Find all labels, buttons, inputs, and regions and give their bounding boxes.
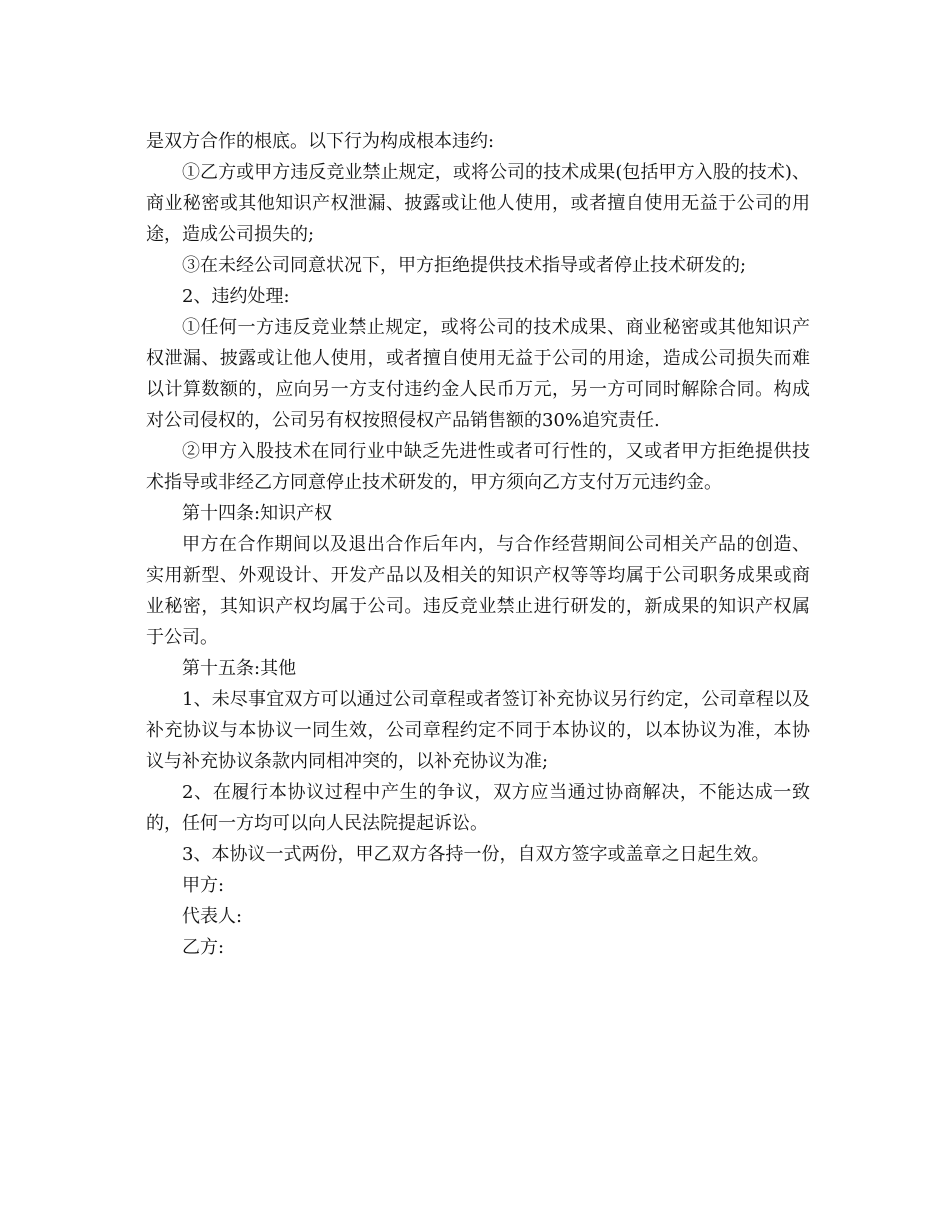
paragraph-handling-item-2: ②甲方入股技术在同行业中缺乏先进性或者可行性的，又或者甲方拒绝提供技术指导或非经乙方同意停止技术研发的，甲方须向乙方支付万元违约金。 xyxy=(146,441,810,493)
paragraph-breach-handling-heading: 2、违约处理: xyxy=(182,286,290,307)
article-15-heading: 第十五条:其他 xyxy=(182,658,297,679)
paragraph-other-item-3: 3、本协议一式两份，甲乙双方各持一份，自双方签字或盖章之日起生效。 xyxy=(182,844,770,865)
document-body xyxy=(146,126,810,963)
signature-party-b: 乙方: xyxy=(182,937,225,958)
paragraph-breach-item-1: ①乙方或甲方违反竞业禁止规定，或将公司的技术成果(包括甲方入股的技术)、商业秘密或其他知识产权泄漏、披露或让他人使用，或者擅自使用无益于公司的用途，造成公司损失的; xyxy=(146,162,810,245)
signature-party-a: 甲方: xyxy=(182,875,225,896)
signature-representative: 代表人: xyxy=(182,906,243,927)
article-14-heading: 第十四条:知识产权 xyxy=(182,503,333,524)
paragraph-ip-clause: 甲方在合作期间以及退出合作后年内，与合作经营期间公司相关产品的创造、实用新型、外观设计、开发产品以及相关的知识产权等等均属于公司职务成果或商业秘密，其知识产权均属于公司。违反竞业禁止进行研发的，新成果的知识产权属于公司。 xyxy=(146,534,810,648)
paragraph-handling-item-1: ①任何一方违反竞业禁止规定，或将公司的技术成果、商业秘密或其他知识产权泄漏、披露或让他人使用，或者擅自使用无益于公司的用途，造成公司损失而难以计算数额的，应向另一方支付违约金人民币万元，另一方可同时解除合同。构成对公司侵权的，公司另有权按照侵权产品销售额的30%追究责任. xyxy=(146,317,810,431)
paragraph-other-item-2: 2、在履行本协议过程中产生的争议，双方应当通过协商解决，不能达成一致的，任何一方均可以向人民法院提起诉讼。 xyxy=(146,782,810,834)
paragraph-intro: 是双方合作的根底。以下行为构成根本违约: xyxy=(146,131,495,152)
paragraph-other-item-1: 1、未尽事宜双方可以通过公司章程或者签订补充协议另行约定，公司章程以及补充协议与本协议一同生效，公司章程约定不同于本协议的，以本协议为准，本协议与补充协议条款内同相冲突的，以补充协议为准; xyxy=(146,689,810,772)
paragraph-breach-item-3: ③在未经公司同意状况下，甲方拒绝提供技术指导或者停止技术研发的; xyxy=(182,255,747,276)
